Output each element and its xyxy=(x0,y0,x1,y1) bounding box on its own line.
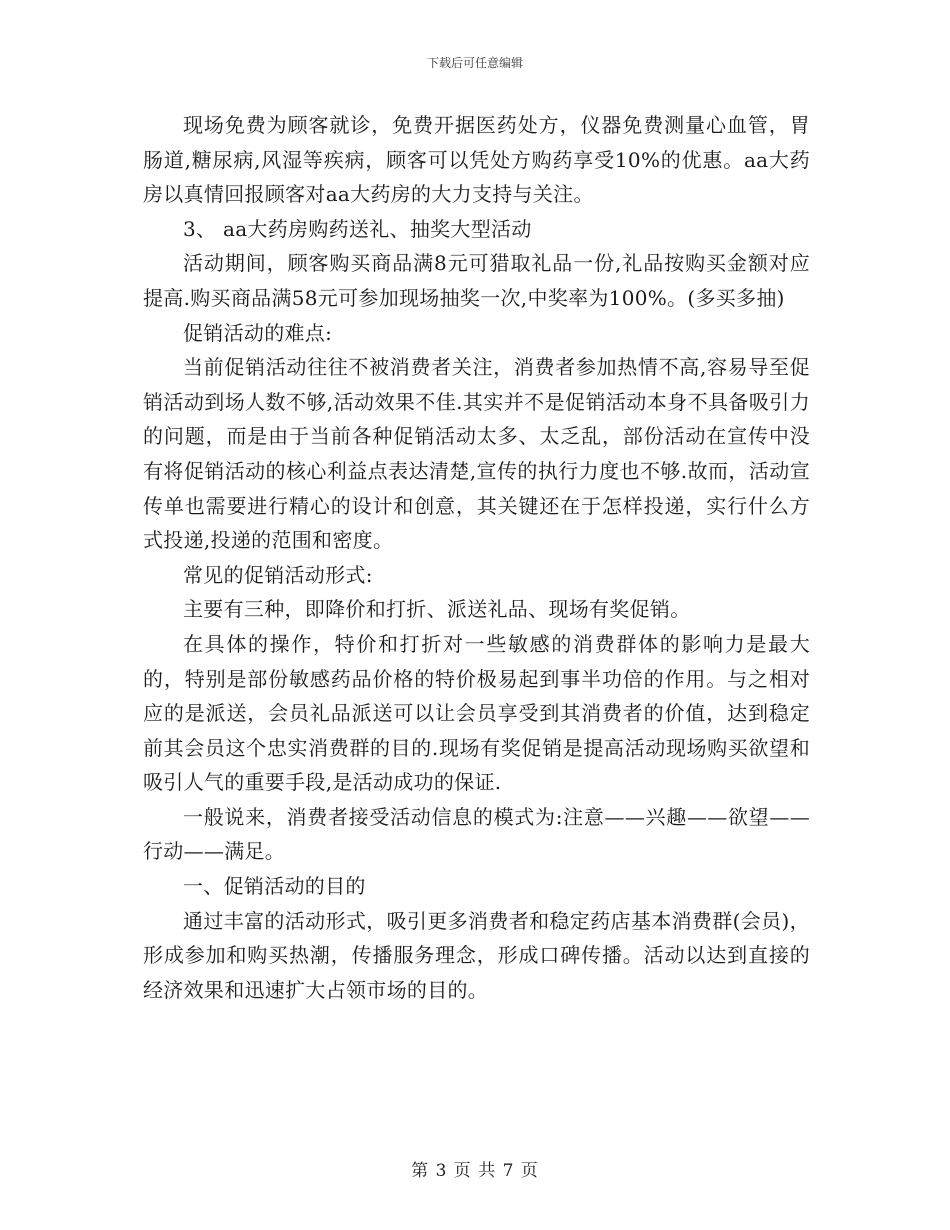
section-heading-gift-lottery: 3、 aa大药房购药送礼、抽奖大型活动 xyxy=(183,216,532,241)
section-heading-difficulties: 促销活动的难点: xyxy=(183,320,333,345)
paragraph-free-clinic: 现场免费为顾客就诊，免费开据医药处方，仪器免费测量心血管，胃肠道,糖尿病,风湿等疾病，顾客可以凭处方购药享受10%的优惠。aa大药房以真情回报顾客对aa大药房的大力支持与关注。 xyxy=(143,113,810,207)
page-header-note: 下载后可任意编辑 xyxy=(426,56,523,70)
paragraph-three-forms: 主要有三种，即降价和打折、派送礼品、现场有奖促销。 xyxy=(183,597,691,622)
document-body xyxy=(143,108,810,1007)
paragraph-purpose: 通过丰富的活动形式，吸引更多消费者和稳定药店基本消费群(会员)，形成参加和购买热潮，传播服务理念，形成口碑传播。活动以达到直接的经济效果和迅速扩大占领市场的目的。 xyxy=(143,908,810,1002)
page-number: 第 3 页 共 7 页 xyxy=(411,1161,539,1181)
paragraph-activity-period: 活动期间，顾客购买商品满8元可猎取礼品一份,礼品按购买金额对应提高.购买商品满58元可参加现场抽奖一次,中奖率为100%。(多买多抽) xyxy=(143,251,810,310)
paragraph-operations: 在具体的操作，特价和打折对一些敏感的消费群体的影响力是最大的，特别是部份敏感药品价格的特价极易起到事半功倍的作用。与之相对应的是派送，会员礼品派送可以让会员享受到其消费者的价值，达到稳定前其会员这个忠实消费群的目的.现场有奖促销是提高活动现场购买欲望和吸引人气的重要手段,是活动成功的保证. xyxy=(143,631,810,795)
paragraph-difficulties: 当前促销活动往往不被消费者关注，消费者参加热情不高,容易导至促销活动到场人数不够,活动效果不佳.其实并不是促销活动本身不具备吸引力的问题，而是由于当前各种促销活动太多、太乏乱，部份活动在宣传中没有将促销活动的核心利益点表达清楚,宣传的执行力度也不够.故而，活动宣传单也需要进行精心的设计和创意，其关键还在于怎样投递，实行什么方式投递,投递的范围和密度。 xyxy=(143,355,810,553)
section-heading-common-forms: 常见的促销活动形式: xyxy=(183,562,373,587)
paragraph-consumer-model: 一般说来，消费者接受活动信息的模式为:注意——兴趣——欲望——行动——满足。 xyxy=(143,804,810,864)
section-heading-purpose: 一、促销活动的目的 xyxy=(183,874,366,899)
